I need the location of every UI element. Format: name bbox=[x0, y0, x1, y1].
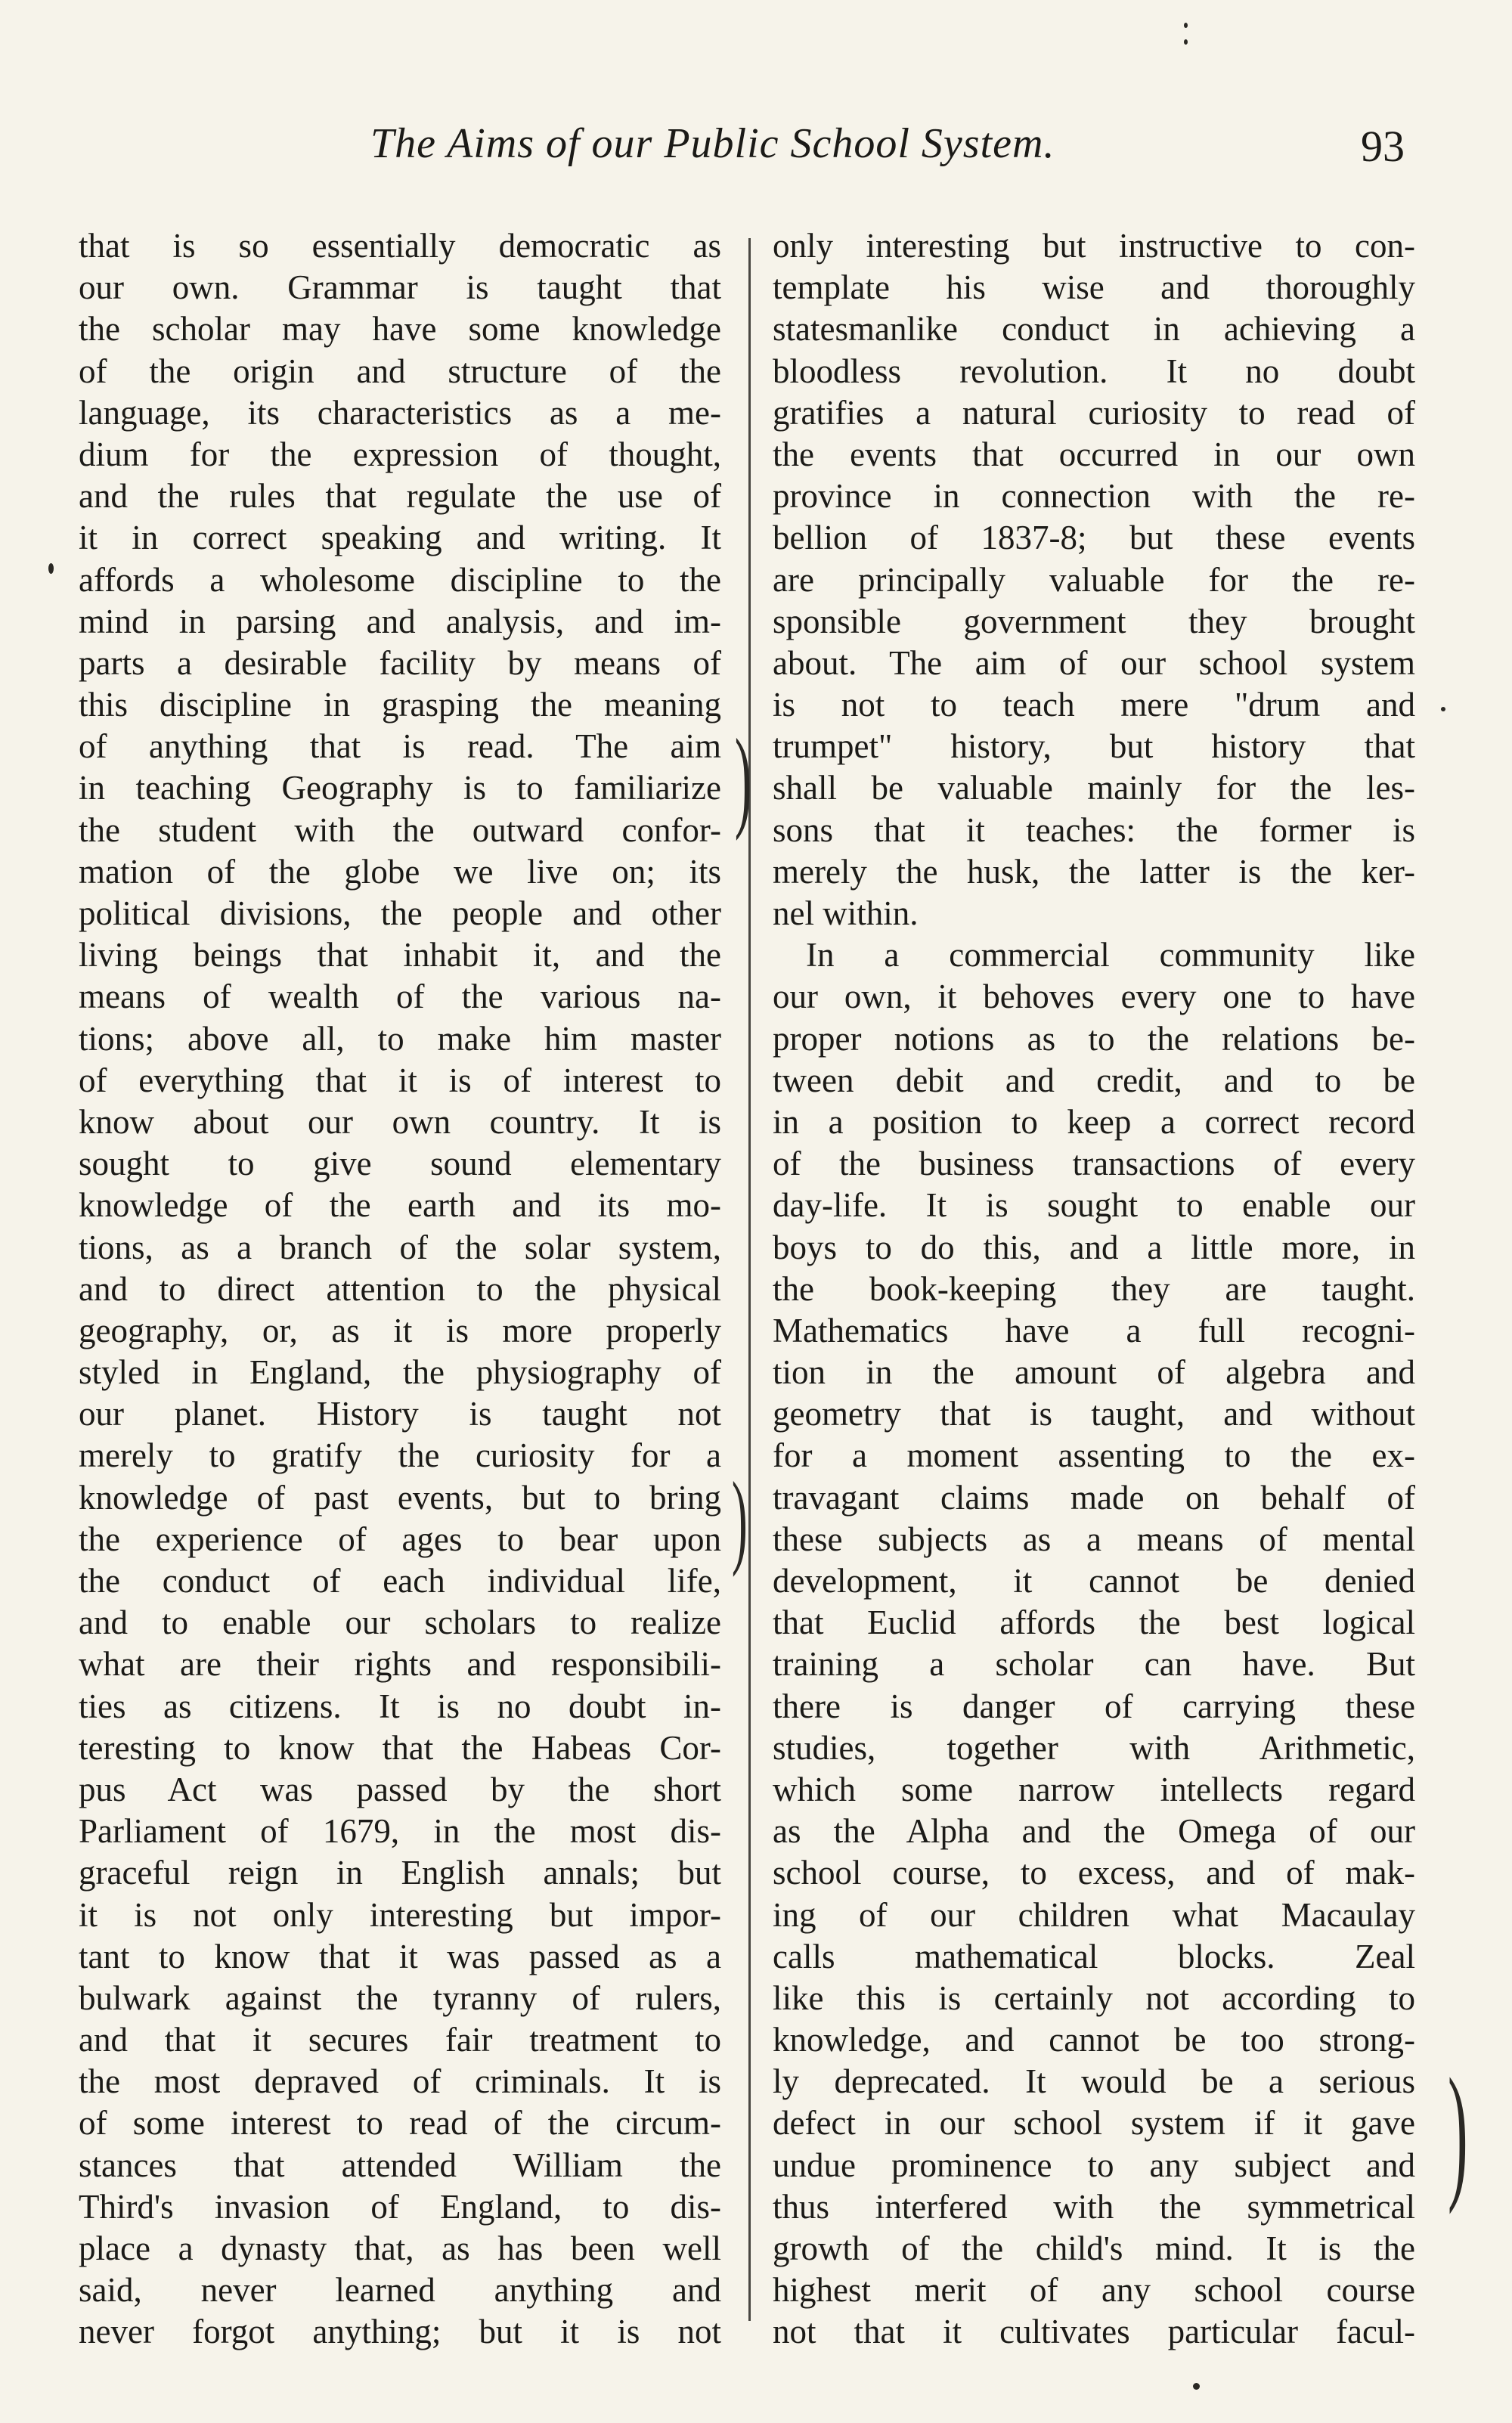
text-line: the conduct of each individual life, bbox=[79, 1562, 721, 1600]
text-line: of anything that is read. The aim bbox=[79, 727, 721, 766]
text-line: dium for the expression of thought, bbox=[79, 435, 721, 473]
text-line: it in correct speaking and writing. It bbox=[79, 519, 721, 557]
text-line: In a commercial community like bbox=[806, 936, 1415, 974]
text-line: statesmanlike conduct in achieving a bbox=[773, 310, 1415, 349]
text-line: knowledge of past events, but to bring bbox=[79, 1478, 721, 1517]
text-line: highest merit of any school course bbox=[773, 2271, 1415, 2310]
text-line: thus interfered with the symmetrical bbox=[773, 2187, 1415, 2226]
text-line: living beings that inhabit it, and the bbox=[79, 936, 721, 974]
text-line: sons that it teaches: the former is bbox=[773, 810, 1415, 849]
text-line: our planet. History is taught not bbox=[79, 1395, 721, 1433]
text-line: not that it cultivates particular facul- bbox=[773, 2313, 1415, 2351]
text-line: and the rules that regulate the use of bbox=[79, 477, 721, 516]
text-line: our own, it behoves every one to have bbox=[773, 978, 1415, 1016]
text-line: travagant claims made on behalf of bbox=[773, 1478, 1415, 1517]
text-line: tween debit and credit, and to be bbox=[773, 1061, 1415, 1099]
text-line: tions; above all, to make him master bbox=[79, 1019, 721, 1058]
text-line: ly deprecated. It would be a serious bbox=[773, 2062, 1415, 2101]
text-line: it is not only interesting but impor- bbox=[79, 1895, 721, 1934]
text-line: proper notions as to the relations be- bbox=[773, 1019, 1415, 1058]
text-line: that Euclid affords the best logical bbox=[773, 1603, 1415, 1642]
text-line: only interesting but instructive to con- bbox=[773, 227, 1415, 265]
text-line: place a dynasty that, as has been well bbox=[79, 2229, 721, 2267]
text-line: province in connection with the re- bbox=[773, 477, 1415, 516]
margin-bracket-2: ) bbox=[731, 1461, 748, 1578]
text-line: as the Alpha and the Omega of our bbox=[773, 1812, 1415, 1851]
text-line: Parliament of 1679, in the most dis- bbox=[79, 1812, 721, 1851]
margin-bracket-1: ) bbox=[734, 716, 752, 841]
text-line: affords a wholesome discipline to the bbox=[79, 560, 721, 599]
text-line: the scholar may have some knowledge bbox=[79, 310, 721, 349]
text-line: and to direct attention to the physical bbox=[79, 1269, 721, 1308]
text-line: stances that attended William the bbox=[79, 2146, 721, 2184]
text-line: is not to teach mere "drum and bbox=[773, 686, 1415, 724]
text-line: the experience of ages to bear upon bbox=[79, 1520, 721, 1558]
right-text-column bbox=[773, 225, 1415, 2353]
text-line: for a moment assenting to the ex- bbox=[773, 1436, 1415, 1475]
text-line: bloodless revolution. It no doubt bbox=[773, 352, 1415, 390]
text-line: pus Act was passed by the short bbox=[79, 1770, 721, 1808]
text-line: merely the husk, the latter is the ker- bbox=[773, 852, 1415, 891]
top-speck bbox=[1184, 23, 1188, 28]
text-line: there is danger of carrying these bbox=[773, 1687, 1415, 1725]
text-line: said, never learned anything and bbox=[79, 2271, 721, 2310]
text-line: of some interest to read of the circum- bbox=[79, 2104, 721, 2143]
text-line: tant to know that it was passed as a bbox=[79, 1937, 721, 1975]
text-line: tions, as a branch of the solar system, bbox=[79, 1228, 721, 1266]
text-line: the book-keeping they are taught. bbox=[773, 1269, 1415, 1308]
text-line: about. The aim of our school system bbox=[773, 643, 1415, 682]
text-line: defect in our school system if it gave bbox=[773, 2104, 1415, 2143]
text-line: styled in England, the physiography of bbox=[79, 1353, 721, 1392]
text-line: this discipline in grasping the meaning bbox=[79, 686, 721, 724]
text-line: our own. Grammar is taught that bbox=[79, 268, 721, 307]
text-line: and to enable our scholars to realize bbox=[79, 1603, 721, 1642]
text-line: merely to gratify the curiosity for a bbox=[79, 1436, 721, 1475]
margin-mark-right bbox=[1441, 707, 1445, 711]
text-line: knowledge, and cannot be too strong- bbox=[773, 2021, 1415, 2059]
page-header bbox=[0, 119, 1512, 180]
text-line: teresting to know that the Habeas Cor- bbox=[79, 1728, 721, 1767]
text-line: know about our own country. It is bbox=[79, 1102, 721, 1141]
text-line: nel within. bbox=[773, 894, 919, 932]
text-line: day-life. It is sought to enable our bbox=[773, 1186, 1415, 1225]
text-line: language, its characteristics as a me- bbox=[79, 393, 721, 432]
text-line: ties as citizens. It is no doubt in- bbox=[79, 1687, 721, 1725]
text-line: trumpet" history, but history that bbox=[773, 727, 1415, 766]
text-line: bulwark against the tyranny of rulers, bbox=[79, 1978, 721, 2017]
text-line: are principally valuable for the re- bbox=[773, 560, 1415, 599]
text-line: what are their rights and responsibili- bbox=[79, 1645, 721, 1684]
text-line: that is so essentially democratic as bbox=[79, 227, 721, 265]
text-line: which some narrow intellects regard bbox=[773, 1770, 1415, 1808]
text-line: means of wealth of the various na- bbox=[79, 978, 721, 1016]
text-line: graceful reign in English annals; but bbox=[79, 1854, 721, 1892]
text-line: bellion of 1837-8; but these events bbox=[773, 519, 1415, 557]
text-line: political divisions, the people and other bbox=[79, 894, 721, 932]
text-line: the most depraved of criminals. It is bbox=[79, 2062, 721, 2101]
text-line: growth of the child's mind. It is the bbox=[773, 2229, 1415, 2267]
left-text-column bbox=[79, 225, 721, 2353]
text-line: never forgot anything; but it is not bbox=[79, 2313, 721, 2351]
text-line: gratifies a natural curiosity to read of bbox=[773, 393, 1415, 432]
column-divider-rule bbox=[748, 238, 751, 2321]
text-line: Mathematics have a full recogni- bbox=[773, 1311, 1415, 1349]
text-line: ing of our children what Macaulay bbox=[773, 1895, 1415, 1934]
text-line: sought to give sound elementary bbox=[79, 1145, 721, 1183]
text-line: of the origin and structure of the bbox=[79, 352, 721, 390]
margin-bracket-3: ) bbox=[1447, 2048, 1468, 2215]
margin-mark-left bbox=[48, 563, 54, 574]
text-line: the student with the outward confor- bbox=[79, 810, 721, 849]
text-line: geometry that is taught, and without bbox=[773, 1395, 1415, 1433]
text-line: and that it secures fair treatment to bbox=[79, 2021, 721, 2059]
text-line: shall be valuable mainly for the les- bbox=[773, 769, 1415, 807]
text-line: in teaching Geography is to familiarize bbox=[79, 769, 721, 807]
text-line: studies, together with Arithmetic, bbox=[773, 1728, 1415, 1767]
text-line: mation of the globe we live on; its bbox=[79, 852, 721, 891]
text-line: training a scholar can have. But bbox=[773, 1645, 1415, 1684]
text-line: sponsible government they brought bbox=[773, 602, 1415, 640]
bottom-speck bbox=[1193, 2383, 1200, 2390]
text-line: parts a desirable facility by means of bbox=[79, 643, 721, 682]
text-line: boys to do this, and a little more, in bbox=[773, 1228, 1415, 1266]
text-line: development, it cannot be denied bbox=[773, 1562, 1415, 1600]
text-line: of the business transactions of every bbox=[773, 1145, 1415, 1183]
text-line: tion in the amount of algebra and bbox=[773, 1353, 1415, 1392]
top-speck-lower bbox=[1184, 39, 1188, 45]
text-line: calls mathematical blocks. Zeal bbox=[773, 1937, 1415, 1975]
text-line: in a position to keep a correct record bbox=[773, 1102, 1415, 1141]
page-number: 93 bbox=[1361, 122, 1405, 171]
text-line: undue prominence to any subject and bbox=[773, 2146, 1415, 2184]
text-line: of everything that it is of interest to bbox=[79, 1061, 721, 1099]
text-line: these subjects as a means of mental bbox=[773, 1520, 1415, 1558]
text-line: school course, to excess, and of mak- bbox=[773, 1854, 1415, 1892]
text-line: the events that occurred in our own bbox=[773, 435, 1415, 473]
text-line: template his wise and thoroughly bbox=[773, 268, 1415, 307]
text-line: mind in parsing and analysis, and im- bbox=[79, 602, 721, 640]
text-line: geography, or, as it is more properly bbox=[79, 1311, 721, 1349]
text-line: Third's invasion of England, to dis- bbox=[79, 2187, 721, 2226]
running-title: The Aims of our Public School System. bbox=[370, 120, 1055, 167]
text-line: like this is certainly not according to bbox=[773, 1978, 1415, 2017]
text-line: knowledge of the earth and its mo- bbox=[79, 1186, 721, 1225]
